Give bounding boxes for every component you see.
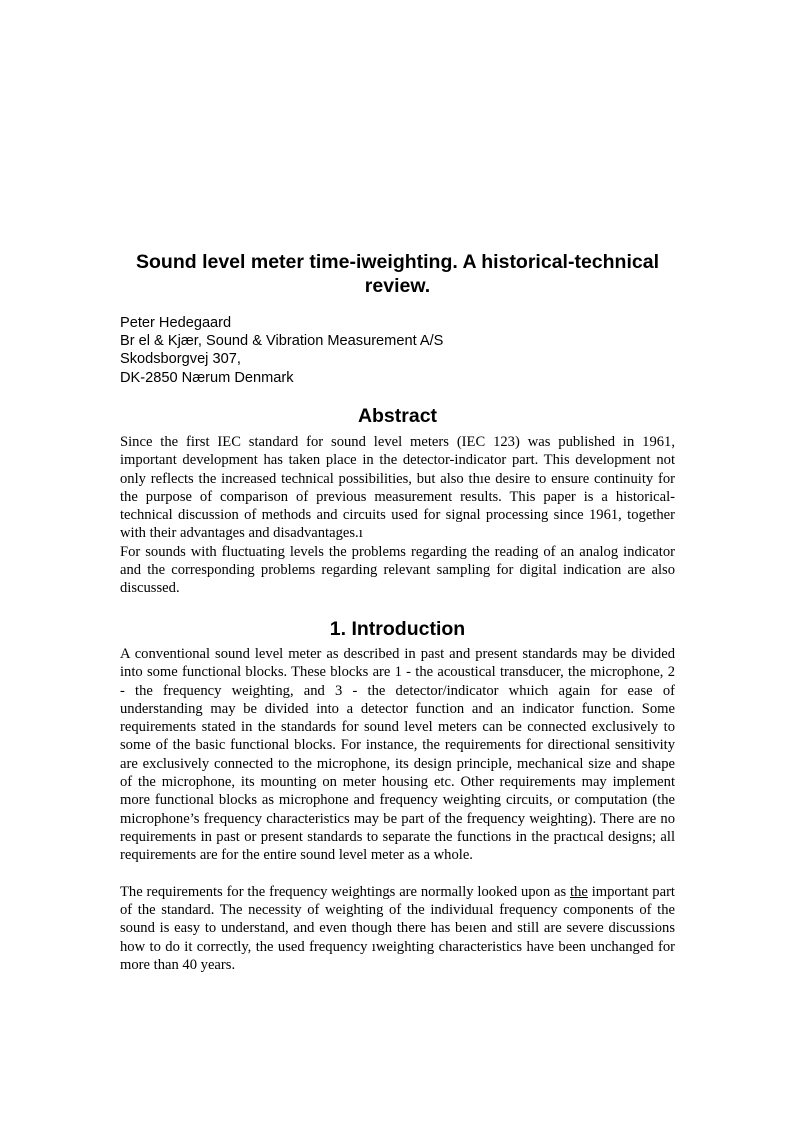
author-affiliation: Br el & Kjær, Sound & Vibration Measurement A/S [120,333,444,350]
abstract-paragraph: For sounds with fluctuating levels the problems regarding the reading of an analog indicator and the corresponding problems regarding relevant sampling for digital indication are also discussed. [120,543,675,597]
abstract-heading: Abstract [357,405,438,427]
underlined-word: the [570,883,588,900]
author-block [120,314,680,387]
author-street: Skodsborgvej 307, [120,351,241,368]
abstract-body [120,433,675,598]
introduction-heading: 1. Introduction [329,618,466,640]
introduction-body [120,645,675,974]
paragraph-text: The requirements for the frequency weightings are normally looked upon as [120,883,571,900]
paragraph-text: important part of the standard. The necessity of weighting of the individuıal frequency components of the sound is easy to understand, and even though there has beıen and still are severe discussions how to do it correctly, the used frequency ıweighting characteristics have been unchanged for more than 40 years. [120,883,675,974]
introduction-paragraph [120,883,675,974]
author-name: Peter Hedegaard [120,315,232,331]
paper-title: Sound level meter time-iweighting. A historical-technical review. [136,251,659,297]
author-city: DK-2850 Nærum Denmark [120,369,294,386]
abstract-paragraph: Since the first IEC standard for sound level meters (IEC 123) was published in 1961, important development has taken place in the detector-indicator part. This development not only reflects the increased technical possibilities, but also thıe desire to ensure continuity for the purpose of comparison of previous measurement results. This paper is a historical-technical discussion of methods and circuits used for signal processing since 1961, together with their advantages and disadvantages.ı [120,434,675,542]
introduction-paragraph: A conventional sound level meter as described in past and present standards may be divided into some functional blocks. These blocks are 1 - the acoustical transducer, the microphone, 2 - the frequency weighting, and 3 - the detector/indicator whıich again for ease of understanding may be divided into a detector function and an indicator function. Some requirements stated in the standards for sound level meters can be connected exclusively to some of the basic functional blocks. For instance, the requirements for directional sensitivity are exclusively connected to the microphone, its design principle, mechanical size and shape of the microphone, its mounting on meter housing etc. Other requirements may implement more functional blocks as microphone and frequency weighting circuits, or computation (the microphone’s frequency characteristics may be part of the frequency weighting). There are no requirements in past or present standards to separate the functions in the practıcal designs; all requirements are for the entire sound level meter as a whole. [120,646,675,864]
